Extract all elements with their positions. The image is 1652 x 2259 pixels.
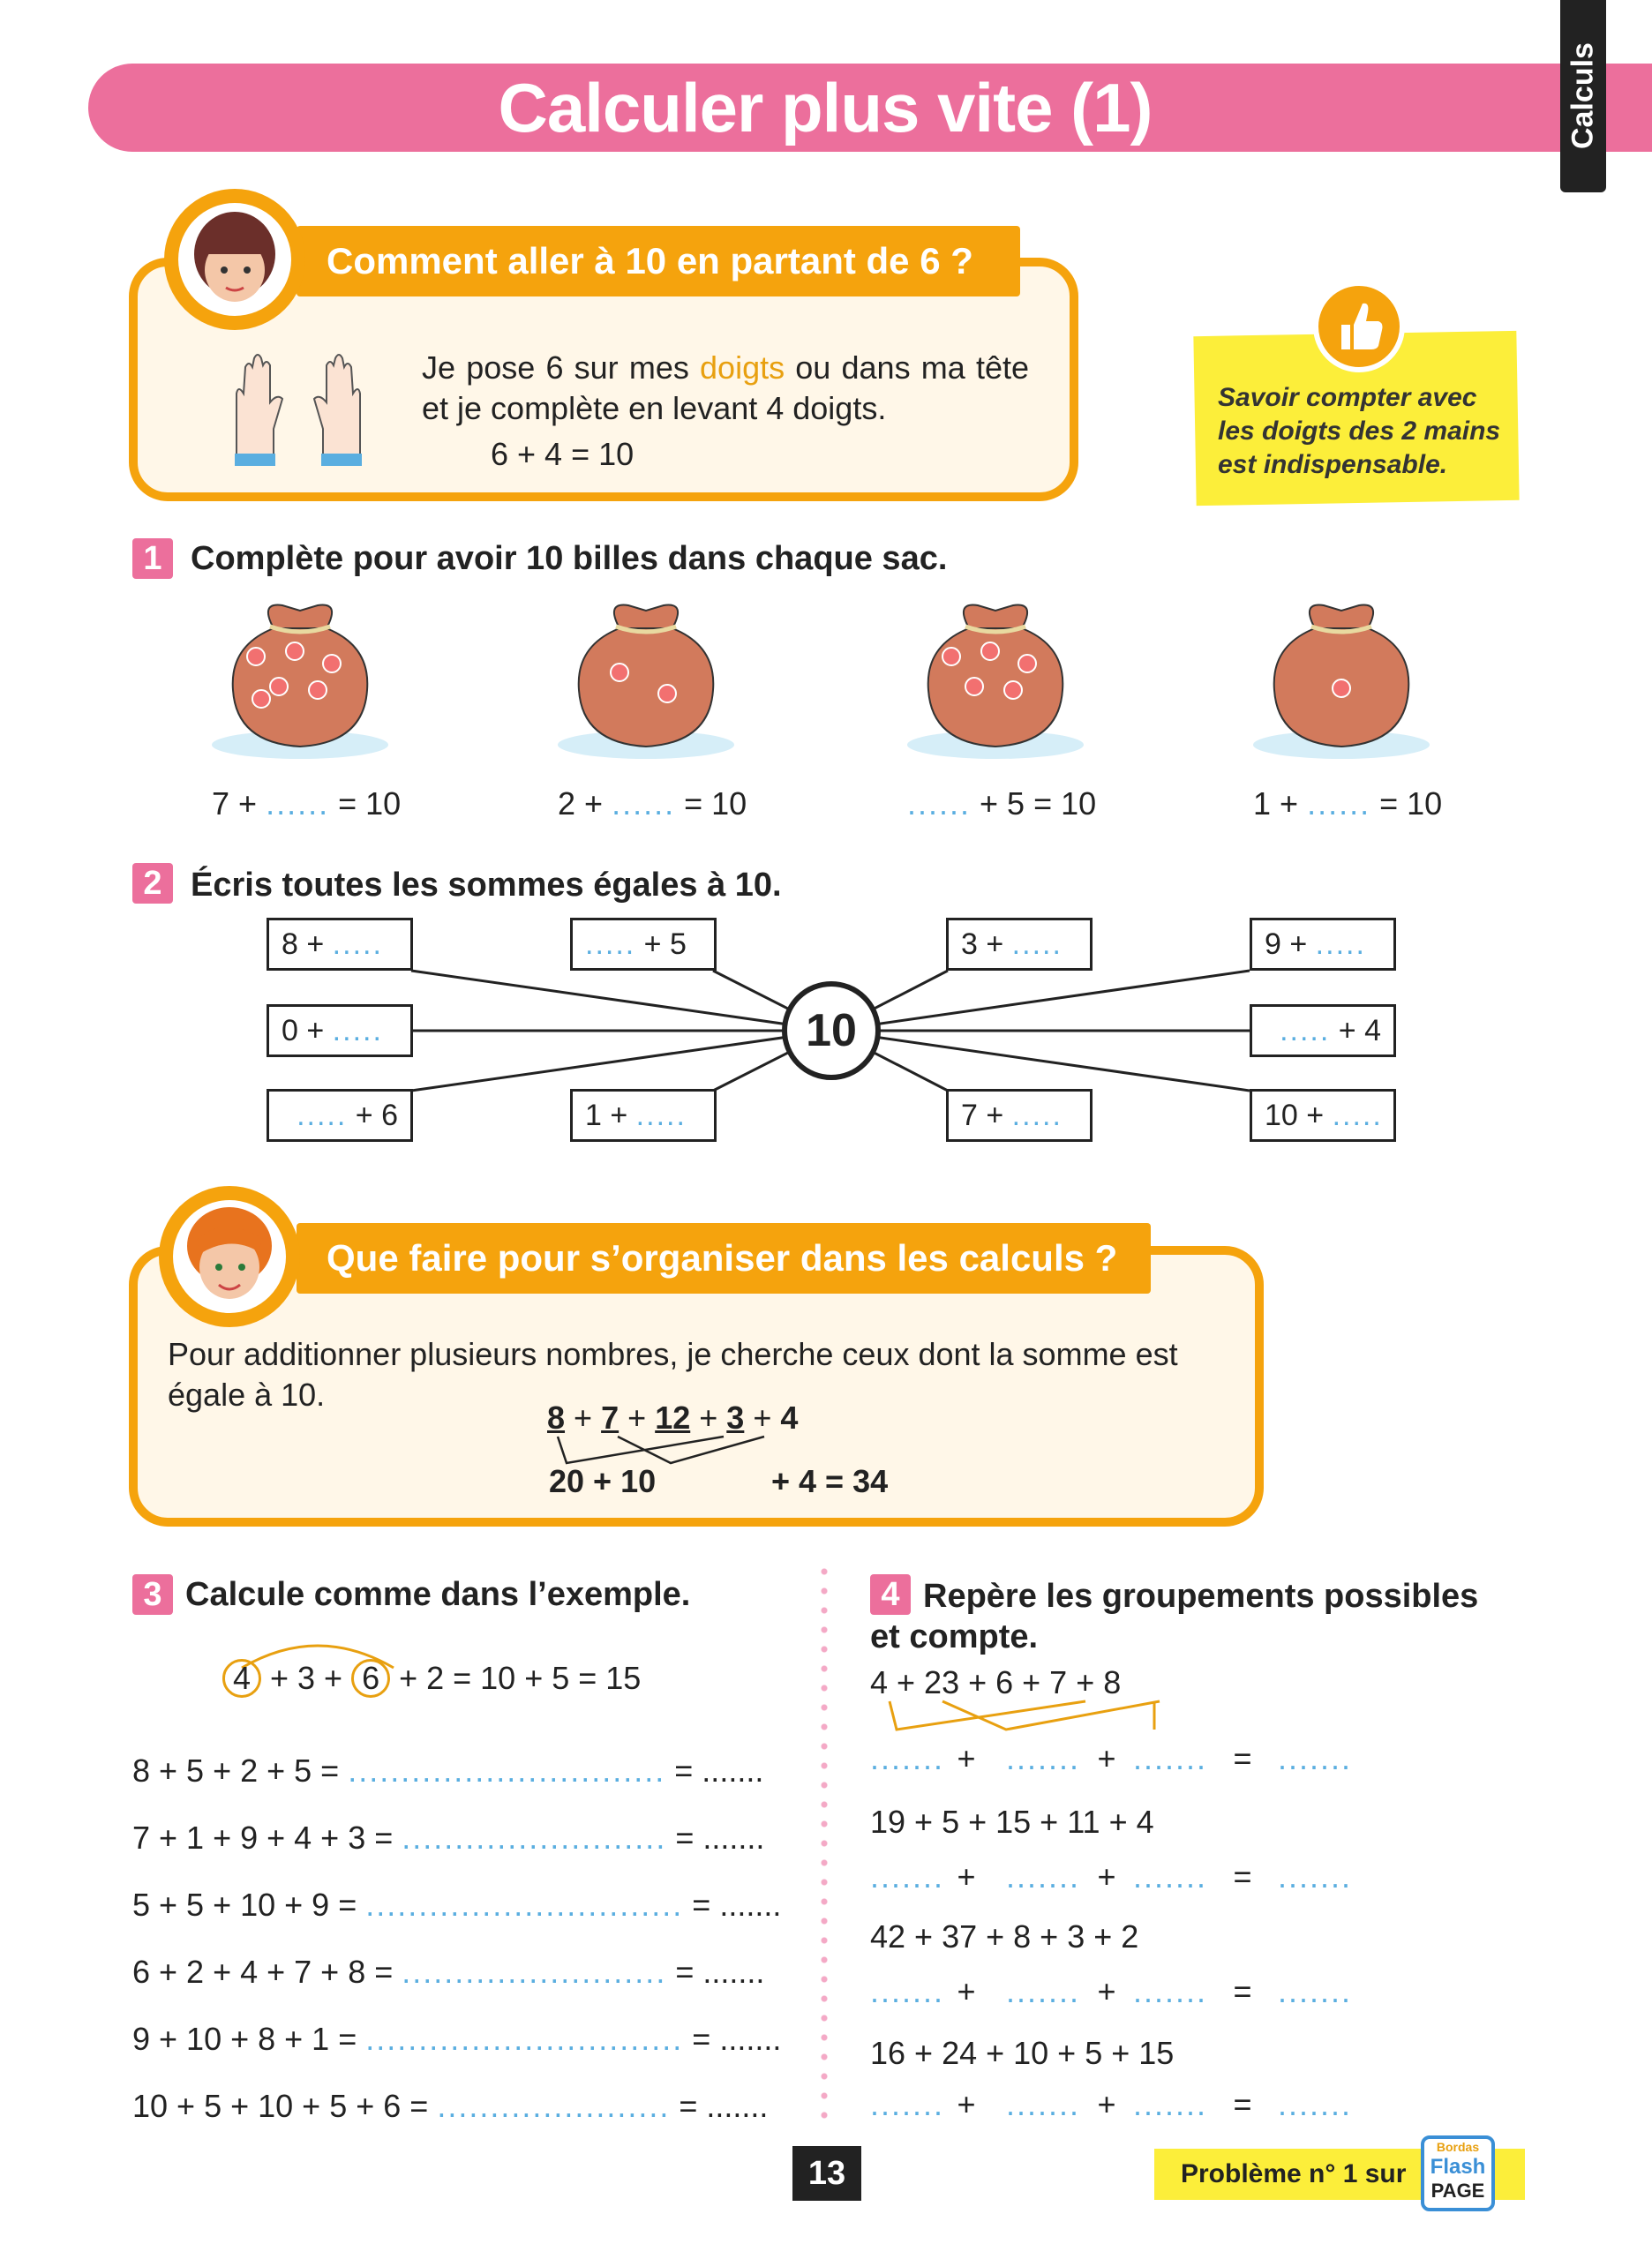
- tip-text: Savoir compter avec les doigts des 2 mains est indispensable.: [1218, 383, 1501, 479]
- exercise-4-grouping-hint: [874, 1698, 1174, 1738]
- info-box-1-example: 6 + 4 = 10: [491, 436, 635, 472]
- highlight-word: doigts: [700, 349, 785, 386]
- exercise-1-number: 1: [132, 538, 173, 579]
- marble-bag-icon: [1235, 593, 1447, 769]
- exercise-3-number: 3: [132, 1574, 173, 1615]
- bags-row: [0, 593, 1652, 769]
- exercise-4-expr-1: 4 + 23 + 6 + 7 + 8: [870, 1664, 1122, 1700]
- exercise-1-equation-2: 2 + ...... = 10: [558, 785, 747, 822]
- marble: [1004, 681, 1022, 699]
- exercise-4-expr-4: 16 + 24 + 10 + 5 + 15: [870, 2035, 1175, 2071]
- column-divider: [821, 1562, 828, 2122]
- marble: [323, 655, 341, 672]
- girl-avatar-icon: [164, 189, 305, 330]
- sum-box-3[interactable]: 3 + .....: [946, 918, 1093, 971]
- marble-bag-icon: [890, 593, 1101, 769]
- exercise-4-title: Repère les groupements possibles et compte.: [870, 1578, 1479, 1655]
- grouping-example: 8 + 7 + 12 + 3 + 4 20 + 10 + 4 = 34: [547, 1400, 889, 1499]
- page-number: 13: [792, 2146, 861, 2201]
- sum-box-6[interactable]: ..... + 4: [1250, 1004, 1396, 1057]
- marble: [270, 678, 288, 695]
- exercise-3-title: Calcule comme dans l’exemple.: [185, 1576, 691, 1613]
- exercise-4-answer-1[interactable]: ....... + ....... + ....... = .......: [870, 1740, 1353, 1776]
- marble: [252, 690, 270, 708]
- term-4: 4: [780, 1400, 799, 1436]
- flash-page-logo[interactable]: Bordas Flash PAGE: [1421, 2135, 1495, 2211]
- exercise-1-title: Complète pour avoir 10 billes dans chaque sac.: [191, 540, 948, 577]
- exercise-1-equation-1: 7 + ...... = 10: [212, 785, 402, 822]
- boy-avatar-icon: [159, 1186, 300, 1327]
- exercise-3-line-5[interactable]: 9 + 10 + 8 + 1 = .............................. = .......: [132, 2021, 782, 2057]
- term-8: 8: [547, 1400, 566, 1436]
- exercise-4-number: 4: [870, 1574, 911, 1615]
- marble: [247, 648, 265, 665]
- exercise-3-line-2[interactable]: 7 + 1 + 9 + 4 + 3 = ......................... = .......: [132, 1820, 765, 1856]
- hands-icon: [219, 341, 378, 473]
- marble: [965, 678, 983, 695]
- marble: [942, 648, 960, 665]
- sum-box-7[interactable]: ..... + 6: [267, 1089, 413, 1142]
- sum-box-9[interactable]: 7 + .....: [946, 1089, 1093, 1142]
- sum-box-4[interactable]: 9 + .....: [1250, 918, 1396, 971]
- info-box-2-banner: Que faire pour s’organiser dans les calculs ?: [297, 1223, 1151, 1294]
- sum-box-2[interactable]: ..... + 5: [570, 918, 717, 971]
- center-number: 10: [782, 981, 881, 1080]
- exercise-2-number: 2: [132, 863, 173, 904]
- marble-bag-icon: [540, 593, 752, 769]
- info-box-1-banner: Comment aller à 10 en partant de 6 ?: [297, 226, 1020, 296]
- grouping-result-1: 20 + 10: [549, 1463, 657, 1499]
- term-7: 7: [601, 1400, 620, 1436]
- marble: [309, 681, 327, 699]
- exercise-4-expr-3: 42 + 37 + 8 + 3 + 2: [870, 1918, 1139, 1955]
- info-box-2-text: Pour additionner plusieurs nombres, je cherche ceux dont la somme est égale à 10.: [168, 1336, 1178, 1413]
- exercise-3-example: 4 + 3 + 6 + 2 = 10 + 5 = 15: [222, 1659, 641, 1698]
- exercise-2-title: Écris toutes les sommes égales à 10.: [191, 867, 782, 904]
- term-3: 3: [726, 1400, 745, 1436]
- exercise-4-answer-3[interactable]: ....... + ....... + ....... = .......: [870, 1973, 1353, 2009]
- marble: [286, 642, 304, 660]
- marble: [981, 642, 999, 660]
- exercise-4-expr-2: 19 + 5 + 15 + 11 + 4: [870, 1804, 1154, 1840]
- info-box-1-text: Je pose 6 sur mes doigts ou dans ma tête et je complète en levant 4 doigts.: [422, 349, 1029, 426]
- side-tab-label: Calculs: [1566, 42, 1600, 150]
- exercise-1-equation-4: 1 + ...... = 10: [1253, 785, 1443, 822]
- exercise-3-line-4[interactable]: 6 + 2 + 4 + 7 + 8 = ......................... = .......: [132, 1954, 765, 1990]
- footer-text: Problème n° 1 sur: [1181, 2159, 1407, 2188]
- exercise-4-answer-4[interactable]: ....... + ....... + ....... = .......: [870, 2086, 1353, 2122]
- term-12: 12: [655, 1400, 691, 1436]
- marble: [1333, 679, 1350, 697]
- marble-bag-icon: [194, 593, 406, 769]
- exercise-4-answer-2[interactable]: ....... + ....... + ....... = .......: [870, 1858, 1353, 1895]
- exercise-3-line-1[interactable]: 8 + 5 + 2 + 5 = .............................. = .......: [132, 1752, 764, 1789]
- page-title: Calculer plus vite (1): [498, 69, 1153, 146]
- exercise-3-line-6[interactable]: 10 + 5 + 10 + 5 + 6 = ...................... = .......: [132, 2088, 769, 2124]
- marble: [1018, 655, 1036, 672]
- sum-box-5[interactable]: 0 + .....: [267, 1004, 413, 1057]
- exercise-3-line-3[interactable]: 5 + 5 + 10 + 9 = .............................. = .......: [132, 1887, 782, 1923]
- thumbs-up-icon: [1313, 281, 1405, 372]
- exercise-1-equation-3: ...... + 5 = 10: [907, 785, 1097, 822]
- sum-box-10[interactable]: 10 + .....: [1250, 1089, 1396, 1142]
- marble: [611, 664, 628, 681]
- sum-box-1[interactable]: 8 + .....: [267, 918, 413, 971]
- sum-box-8[interactable]: 1 + .....: [570, 1089, 717, 1142]
- marble: [658, 685, 676, 702]
- grouping-result-2: + 4 = 34: [771, 1463, 889, 1499]
